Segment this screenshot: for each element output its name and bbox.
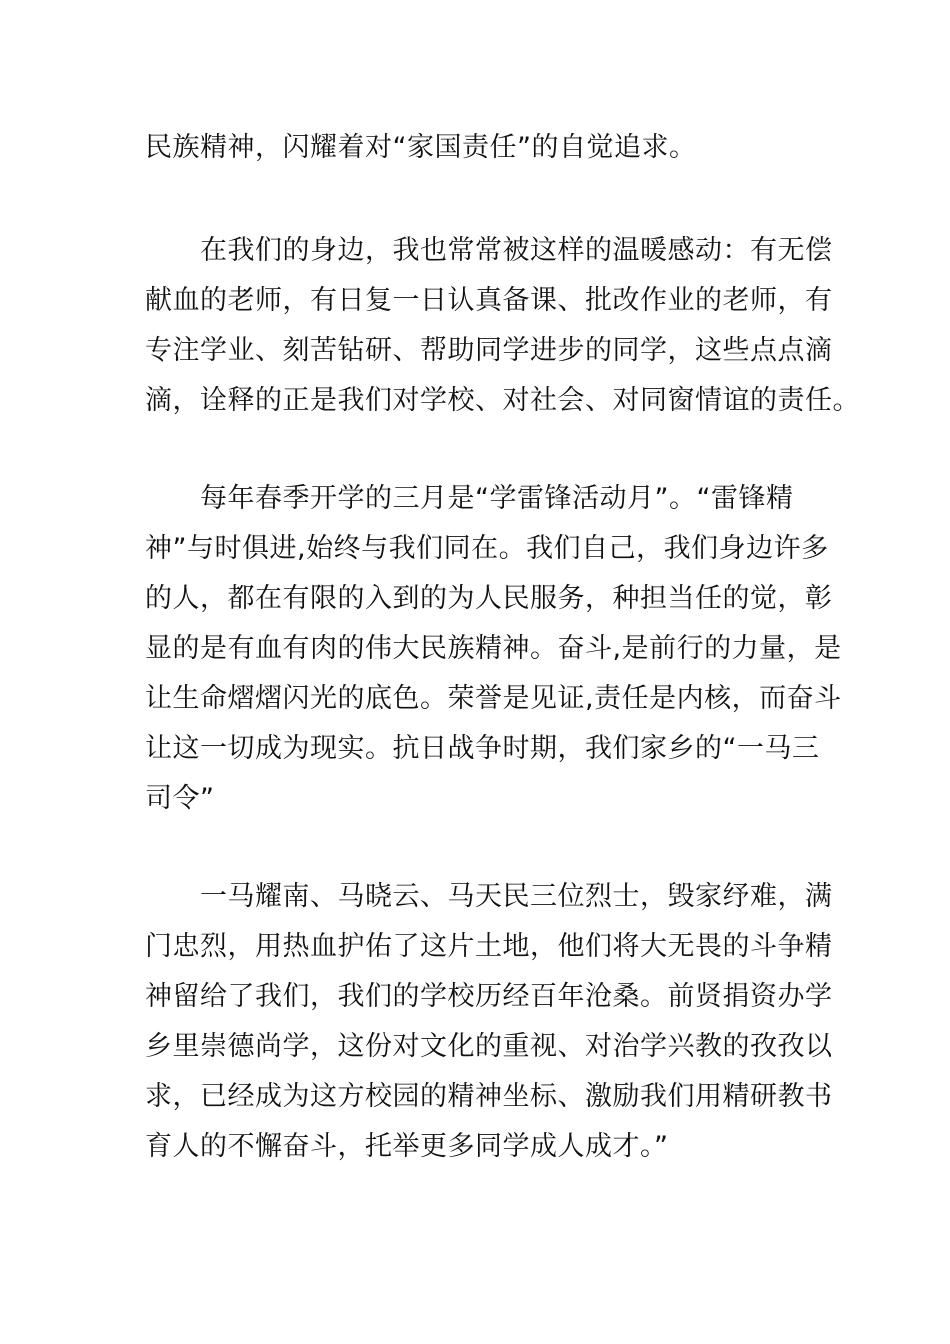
text-line: 献血的老师，有日复一日认真备课、批改作业的老师，有	[145, 285, 833, 316]
text-line: 神留给了我们，我们的学校历经百年沧桑。前贤捐资办学	[145, 981, 833, 1012]
text-line: 司令”	[145, 783, 215, 814]
text-line: 神”与时俱进,始终与我们同在。我们自己，我们身边许多	[145, 533, 829, 564]
text-line: 让这一切成为现实。抗日战争时期，我们家乡的“一马三	[145, 733, 820, 764]
text-line: 专注学业、刻苦钻研、帮助同学进步的同学，这些点点滴	[145, 335, 833, 366]
text-line: 育人的不懈奋斗，托举更多同学成人成才。”	[145, 1131, 669, 1162]
text-line: 滴，诠释的正是我们对学校、对社会、对同窗情谊的责任。	[145, 385, 860, 416]
text-line: 门忠烈，用热血护佑了这片土地，他们将大无畏的斗争精	[145, 931, 833, 962]
text-line: 乡里崇德尚学，这份对文化的重视、对治学兴教的孜孜以	[145, 1031, 833, 1062]
text-line: 民族精神，闪耀着对“家国责任”的自觉追求。	[145, 132, 697, 163]
text-line: 一马耀南、马晓云、马天民三位烈士，毁家纾难，满	[145, 881, 833, 912]
text-line: 在我们的身边，我也常常被这样的温暖感动：有无偿	[145, 235, 833, 266]
text-line: 显的是有血有肉的伟大民族精神。奋斗,是前行的力量，是	[145, 633, 842, 664]
text-line: 每年春季开学的三月是“学雷锋活动月”。“雷锋精	[145, 483, 794, 514]
text-line: 让生命熠熠闪光的底色。荣誉是见证,责任是内核，而奋斗	[145, 683, 842, 714]
text-line: 求，已经成为这方校园的精神坐标、激励我们用精研教书	[145, 1081, 833, 1112]
text-line: 的人，都在有限的入到的为人民服务，种担当任的觉，彰	[145, 583, 833, 614]
